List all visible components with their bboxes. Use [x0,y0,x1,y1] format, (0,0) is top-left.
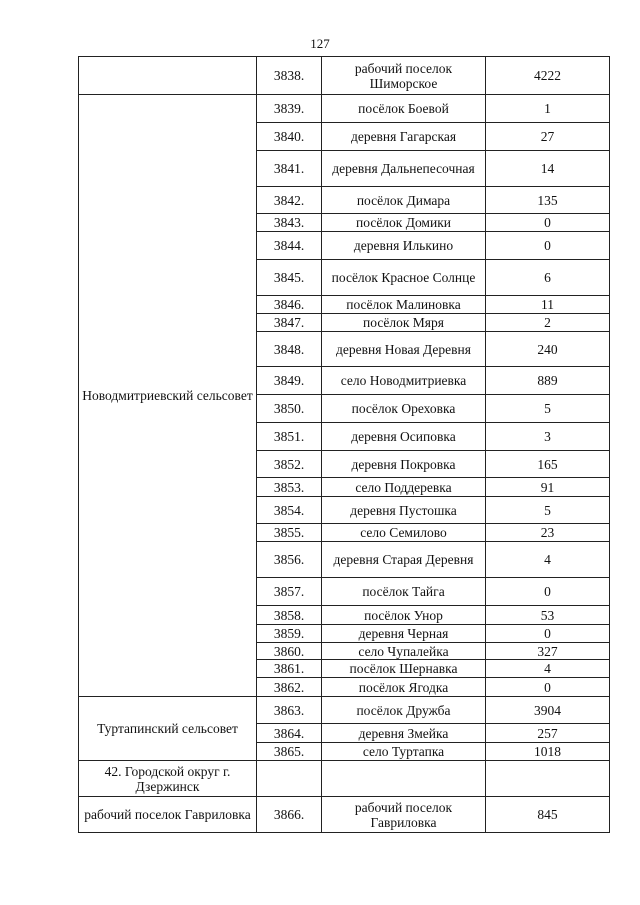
record-number-cell: 3849. [257,367,322,395]
settlement-name-cell: деревня Осиповка [322,423,486,451]
municipality-cell: 42. Городской округ г. Дзержинск [79,761,257,797]
population-cell: 6 [486,260,610,296]
record-number-cell: 3846. [257,296,322,314]
municipality-cell: Новодмитриевский сельсовет [79,95,257,697]
record-number-cell: 3863. [257,697,322,724]
population-cell: 845 [486,797,610,833]
settlement-name-cell: деревня Черная [322,625,486,643]
municipality-cell: Туртапинский сельсовет [79,697,257,761]
settlement-name-cell: посёлок Тайга [322,578,486,606]
population-cell: 4 [486,542,610,578]
settlement-name-cell: село Туртапка [322,743,486,761]
population-cell: 165 [486,451,610,478]
population-cell: 0 [486,625,610,643]
settlements-table [78,56,610,833]
settlement-name-cell: деревня Старая Деревня [322,542,486,578]
record-number-cell: 3861. [257,660,322,678]
record-number-cell: 3860. [257,643,322,660]
settlement-name-cell: деревня Новая Деревня [322,332,486,367]
record-number-cell: 3862. [257,678,322,697]
settlement-name-cell: посёлок Димара [322,187,486,214]
settlement-name-cell: деревня Дальнепесочная [322,151,486,187]
settlement-name-cell: деревня Илькино [322,232,486,260]
settlement-name-cell: село Семилово [322,524,486,542]
population-cell: 240 [486,332,610,367]
table-row [79,797,610,833]
population-cell: 14 [486,151,610,187]
settlement-name-cell: деревня Гагарская [322,123,486,151]
record-number-cell: 3844. [257,232,322,260]
population-cell: 889 [486,367,610,395]
municipality-cell [79,57,257,95]
population-cell: 1 [486,95,610,123]
settlement-name-cell: посёлок Домики [322,214,486,232]
population-cell: 327 [486,643,610,660]
population-cell: 0 [486,678,610,697]
record-number-cell: 3855. [257,524,322,542]
record-number-cell: 3838. [257,57,322,95]
settlement-name-cell: деревня Змейка [322,724,486,743]
population-cell: 5 [486,497,610,524]
population-cell: 5 [486,395,610,423]
settlement-name-cell [322,761,486,797]
settlement-name-cell: село Чупалейка [322,643,486,660]
record-number-cell: 3856. [257,542,322,578]
settlement-name-cell: посёлок Шернавка [322,660,486,678]
record-number-cell: 3857. [257,578,322,606]
record-number-cell: 3840. [257,123,322,151]
record-number-cell: 3843. [257,214,322,232]
record-number-cell: 3854. [257,497,322,524]
population-cell: 23 [486,524,610,542]
population-cell: 257 [486,724,610,743]
population-cell: 0 [486,578,610,606]
settlement-name-cell: посёлок Малиновка [322,296,486,314]
population-cell: 1018 [486,743,610,761]
record-number-cell: 3864. [257,724,322,743]
settlement-name-cell: деревня Покровка [322,451,486,478]
settlement-name-cell: рабочий поселок Шиморское [322,57,486,95]
population-cell: 135 [486,187,610,214]
settlement-name-cell: посёлок Ореховка [322,395,486,423]
population-cell: 91 [486,478,610,497]
page-number: 127 [310,36,330,51]
population-cell: 27 [486,123,610,151]
population-cell: 3904 [486,697,610,724]
population-cell: 53 [486,606,610,625]
municipality-cell: рабочий поселок Гавриловка [79,797,257,833]
settlement-name-cell: рабочий поселок Гавриловка [322,797,486,833]
table-row [79,95,610,123]
record-number-cell: 3841. [257,151,322,187]
record-number-cell: 3853. [257,478,322,497]
settlement-name-cell: село Новодмитриевка [322,367,486,395]
record-number-cell [257,761,322,797]
population-cell [486,761,610,797]
settlement-name-cell: посёлок Боевой [322,95,486,123]
population-cell: 0 [486,214,610,232]
table-row [79,57,610,95]
record-number-cell: 3845. [257,260,322,296]
population-cell: 3 [486,423,610,451]
record-number-cell: 3852. [257,451,322,478]
record-number-cell: 3850. [257,395,322,423]
settlement-name-cell: посёлок Унор [322,606,486,625]
settlement-name-cell: посёлок Красное Солнце [322,260,486,296]
record-number-cell: 3842. [257,187,322,214]
settlement-name-cell: посёлок Дружба [322,697,486,724]
record-number-cell: 3839. [257,95,322,123]
settlement-name-cell: посёлок Ягодка [322,678,486,697]
settlement-name-cell: село Поддеревка [322,478,486,497]
table-row [79,697,610,724]
settlement-name-cell: деревня Пустошка [322,497,486,524]
record-number-cell: 3848. [257,332,322,367]
settlement-name-cell: посёлок Мяря [322,314,486,332]
table-row [79,761,610,797]
population-cell: 0 [486,232,610,260]
record-number-cell: 3859. [257,625,322,643]
population-cell: 2 [486,314,610,332]
population-cell: 4 [486,660,610,678]
population-cell: 11 [486,296,610,314]
record-number-cell: 3851. [257,423,322,451]
record-number-cell: 3858. [257,606,322,625]
record-number-cell: 3847. [257,314,322,332]
record-number-cell: 3866. [257,797,322,833]
population-cell: 4222 [486,57,610,95]
record-number-cell: 3865. [257,743,322,761]
